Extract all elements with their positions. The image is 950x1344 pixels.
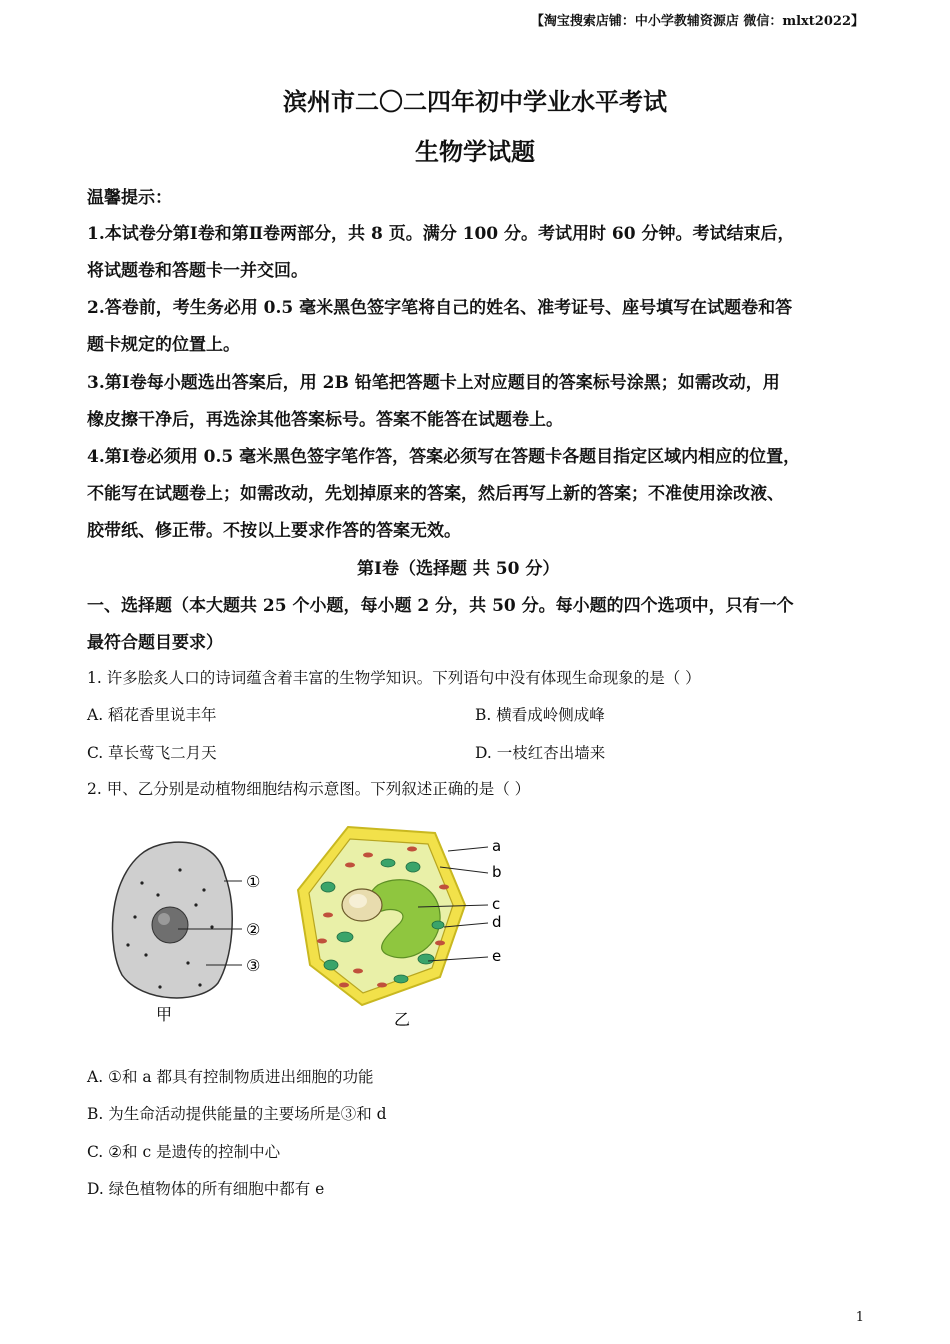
part-heading: 一、选择题（本大题共 25 个小题，每小题 2 分，共 50 分。每小题的四个选项中，只有一个 bbox=[87, 596, 794, 616]
label-jia: 甲 bbox=[156, 1005, 173, 1024]
tip-line: 题卡规定的位置上。 bbox=[87, 335, 240, 355]
plant-cell-diagram bbox=[298, 827, 502, 1029]
tip-line: 不能写在试题卷上；如需改动，先划掉原来的答案，然后再写上新的答案；不准使用涂改液、 bbox=[87, 484, 784, 504]
page-number: 1 bbox=[855, 1310, 864, 1325]
animal-cell-diagram bbox=[112, 842, 260, 1024]
nucleus-highlight bbox=[158, 913, 170, 925]
q1-option-d: D. 一枝红杏出墙来 bbox=[475, 744, 606, 762]
label-c: c bbox=[492, 895, 501, 913]
nucleolus bbox=[349, 894, 367, 908]
q2-option-c: C. ②和 c 是遗传的控制中心 bbox=[87, 1143, 281, 1161]
label-a: a bbox=[492, 837, 502, 855]
header-note: 【淘宝搜索店铺：中小学教辅资源店 微信：mlxt2022】 bbox=[530, 14, 864, 29]
tip-line: 橡皮擦干净后，再选涂其他答案标号。答案不能答在试题卷上。 bbox=[87, 410, 563, 430]
part-heading: 最符合题目要求） bbox=[87, 633, 223, 653]
label-b: b bbox=[492, 863, 502, 881]
q2-option-b: B. 为生命活动提供能量的主要场所是③和 d bbox=[87, 1105, 387, 1123]
question-2-stem: 2. 甲、乙分别是动植物细胞结构示意图。下列叙述正确的是（ ） bbox=[87, 780, 531, 798]
label-e: e bbox=[492, 947, 502, 965]
subject-title: 生物学试题 bbox=[415, 137, 535, 166]
q1-option-c: C. 草长莺飞二月天 bbox=[87, 744, 217, 762]
cell-nucleus bbox=[152, 907, 188, 943]
tips-label: 温馨提示： bbox=[87, 188, 172, 208]
tip-line: 3.第Ⅰ卷每小题选出答案后，用 2B 铅笔把答题卡上对应题目的答案标号涂黑；如需改动，用 bbox=[87, 373, 780, 393]
label-3: ③ bbox=[246, 956, 261, 975]
question-1-stem: 1. 许多脍炙人口的诗词蕴含着丰富的生物学知识。下列语句中没有体现生命现象的是（ ） bbox=[87, 669, 701, 687]
label-d: d bbox=[492, 913, 502, 931]
label-yi: 乙 bbox=[394, 1010, 411, 1029]
tip-line: 4.第Ⅰ卷必须用 0.5 毫米黑色签字笔作答，答案必须写在答题卡各题目指定区域内相应的位置， bbox=[87, 447, 801, 467]
tip-line: 将试题卷和答题卡一并交回。 bbox=[87, 261, 308, 281]
q1-option-a: A. 稻花香里说丰年 bbox=[87, 706, 217, 724]
tip-line: 2.答卷前，考生务必用 0.5 毫米黑色签字笔将自己的姓名、准考证号、座号填写在试题卷和答 bbox=[87, 298, 793, 318]
q1-option-b: B. 横看成岭侧成峰 bbox=[475, 706, 605, 724]
label-2: ② bbox=[246, 920, 261, 939]
tip-line: 胶带纸、修正带。不按以上要求作答的答案无效。 bbox=[87, 521, 461, 541]
q2-option-d: D. 绿色植物体的所有细胞中都有 e bbox=[87, 1180, 325, 1198]
section-title: 第Ⅰ卷（选择题 共 50 分） bbox=[357, 559, 560, 579]
label-1: ① bbox=[246, 872, 261, 891]
q2-option-a: A. ①和 a 都具有控制物质进出细胞的功能 bbox=[87, 1068, 374, 1086]
exam-title: 滨州市二〇二四年初中学业水平考试 bbox=[283, 87, 667, 116]
tip-line: 1.本试卷分第Ⅰ卷和第Ⅱ卷两部分，共 8 页。满分 100 分。考试用时 60 分钟。考试结束后， bbox=[87, 224, 795, 244]
cell-diagram-figure bbox=[100, 815, 520, 1035]
